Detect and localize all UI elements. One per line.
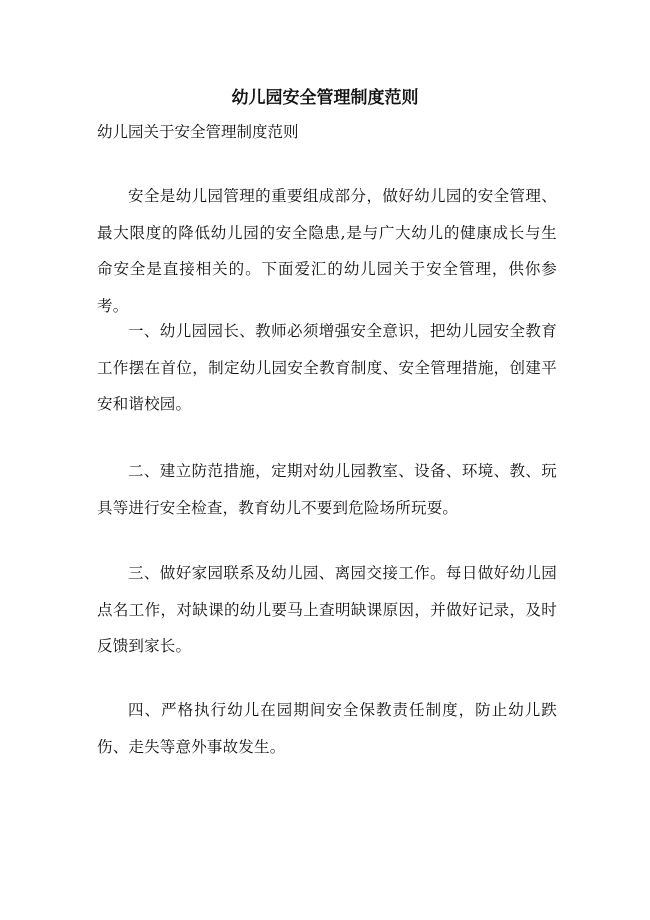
document-subtitle: 幼儿园关于安全管理制度范则: [97, 123, 299, 141]
document-title: 幼儿园安全管理制度范则: [231, 88, 419, 108]
paragraph-rule-4: 四、严格执行幼儿在园期间安全保教责任制度，防止幼儿跌伤、走失等意外事故发生。: [97, 701, 557, 756]
paragraph-rule-3: 三、做好家园联系及幼儿园、离园交接工作。每日做好幼儿园点名工作，对缺课的幼儿要马上查明缺课原因，并做好记录，及时反馈到家长。: [97, 564, 557, 655]
paragraph-intro: 安全是幼儿园管理的重要组成部分，做好幼儿园的安全管理、最大限度的降低幼儿园的安全隐患,是与广大幼儿的健康成长与生命安全是直接相关的。下面爱汇的幼儿园关于安全管理，供你参考。: [97, 187, 557, 315]
paragraph-rule-1: 一、幼儿园园长、教师必须增强安全意识，把幼儿园安全教育工作摆在首位，制定幼儿园安全教育制度、安全管理措施，创建平安和谐校园。: [97, 322, 557, 413]
paragraph-rule-2: 二、建立防范措施，定期对幼儿园教室、设备、环境、教、玩具等进行安全检查，教育幼儿不要到危险场所玩耍。: [97, 462, 557, 517]
